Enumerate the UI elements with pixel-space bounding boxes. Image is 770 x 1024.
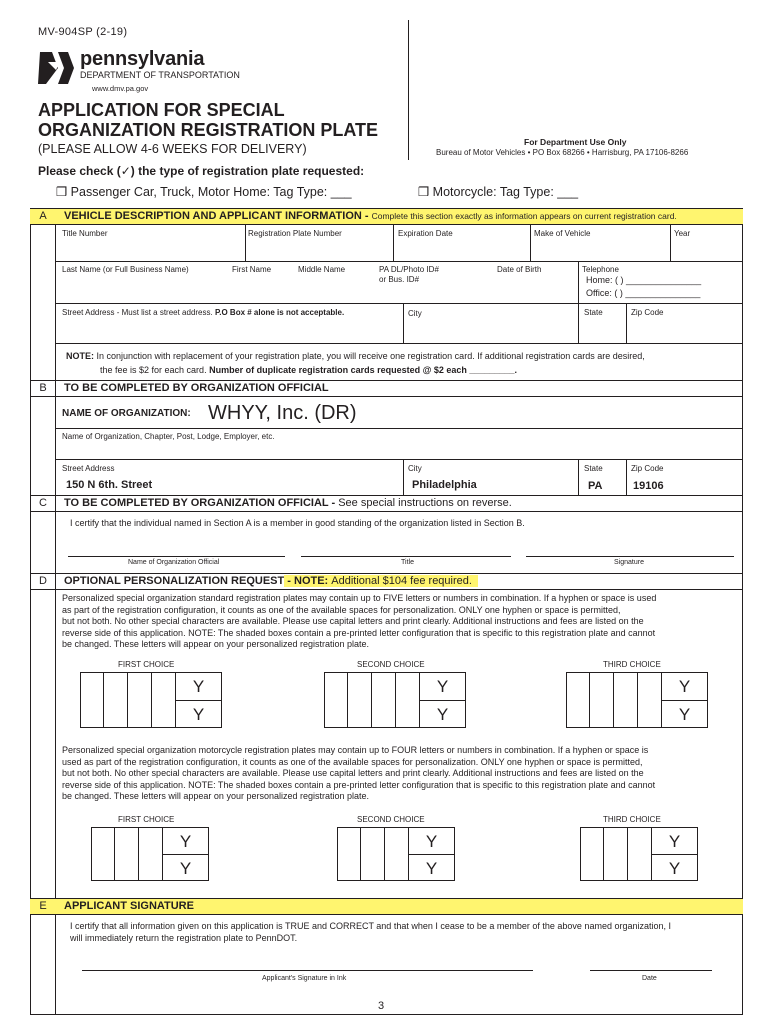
preprinted-letter-box: Y Y — [163, 827, 209, 881]
first-choice-label: FIRST CHOICE — [118, 815, 175, 824]
letter-box[interactable] — [580, 827, 604, 881]
motorcycle-plate-instructions: Personalized special organization motorcycle registration plates may contain up to FOUR letters or numbers in combination. If a hyphen or space is used as part of the registration configuration, it counts as one of the available spaces for personalization. ONLY one hyphen or space is permitted, but not both. No other special characters are available. Please use capital letters and print clearly. Additional instructions and fees are listed on the reverse side of this application. NOTE: The shaded boxes contain a pre-printed letter configuration that is specific to this registration plate and cannot be changed. These letters will appear on your personalized registration plate. — [62, 745, 656, 801]
bus-id-label: or Bus. ID# — [379, 275, 420, 284]
department-use-label: For Department Use Only — [524, 137, 627, 147]
letter-box[interactable] — [372, 672, 396, 728]
organization-name-label: NAME OF ORGANIZATION: — [62, 408, 191, 419]
motorcycle-third-choice-boxes[interactable] — [580, 827, 698, 881]
section-heading: VEHICLE DESCRIPTION AND APPLICANT INFORMATION - Complete this section exactly as information appears on current registration card. — [64, 210, 677, 222]
department-name: DEPARTMENT OF TRANSPORTATION — [80, 70, 240, 80]
letter-box[interactable] — [385, 827, 409, 881]
letter-box[interactable] — [566, 672, 590, 728]
date-line[interactable]: Date — [642, 975, 657, 982]
org-zip-value[interactable]: 19106 — [633, 480, 664, 492]
form-title-line2: ORGANIZATION REGISTRATION PLATE — [38, 120, 378, 140]
section-heading: OPTIONAL PERSONALIZATION REQUEST - NOTE: Additional $104 fee required. — [64, 575, 478, 587]
standard-second-choice-boxes[interactable] — [324, 672, 466, 728]
plate-number-field[interactable]: Registration Plate Number — [248, 229, 342, 238]
letter-box[interactable] — [638, 672, 662, 728]
letter-box[interactable] — [590, 672, 614, 728]
home-phone-field[interactable]: Home: ( ) _______________ — [586, 275, 702, 285]
letter-box[interactable] — [324, 672, 348, 728]
standard-plate-instructions: Personalized special organization standard registration plates may contain up to FIVE letters or numbers in combination. If a hyphen or space is used as part of the registration configuration, it counts as one of the available spaces for personalization. ONLY one hyphen or space is permitted, but not both. No other special characters are available. Please use capital letters and print clearly. Additional instructions and fees are listed on the reverse side of this application. NOTE: The shaded boxes contain a pre-printed letter configuration that is specific to this registration plate and cannot be changed. These letters will appear on your personalized registration plate. — [62, 593, 657, 649]
applicant-signature-line[interactable]: Applicant's Signature in Ink — [262, 975, 347, 982]
preprinted-letter-box: Y Y — [652, 827, 698, 881]
org-street-value[interactable]: 150 N 6th. Street — [66, 479, 153, 491]
date-of-birth-field[interactable]: Date of Birth — [497, 265, 542, 274]
preprinted-letter-box: Y Y — [420, 672, 466, 728]
org-state-label: State — [584, 464, 603, 473]
org-street-label: Street Address — [62, 464, 115, 473]
letter-box[interactable] — [128, 672, 152, 728]
keystone-logo-icon — [38, 48, 76, 88]
org-state-value[interactable]: PA — [588, 480, 603, 492]
org-official-certification: I certify that the individual named in Section A is a member in good standing of the organization listed in Section B. — [70, 518, 525, 528]
section-e-header — [30, 898, 743, 915]
second-choice-label: SECOND CHOICE — [357, 660, 425, 669]
preprinted-letter-box: Y Y — [176, 672, 222, 728]
section-letter: D — [39, 575, 47, 587]
section-heading: TO BE COMPLETED BY ORGANIZATION OFFICIAL - See special instructions on reverse. — [64, 497, 512, 509]
agency-name: pennsylvania — [80, 48, 205, 70]
telephone-label: Telephone — [582, 265, 619, 274]
section-c-header — [30, 495, 743, 512]
section-letter: A — [39, 210, 47, 222]
letter-box[interactable] — [152, 672, 176, 728]
motorcycle-first-choice-boxes[interactable] — [91, 827, 209, 881]
zip-code-field[interactable]: Zip Code — [631, 308, 664, 317]
org-city-value[interactable]: Philadelphia — [412, 479, 477, 491]
state-field[interactable]: State — [584, 308, 603, 317]
street-address-field[interactable]: Street Address - Must list a street address. P.O Box # alone is not acceptable. — [62, 308, 345, 317]
organization-name-value[interactable]: WHYY, Inc. (DR) — [208, 402, 357, 424]
motorcycle-second-choice-boxes[interactable] — [337, 827, 455, 881]
header-divider — [408, 20, 409, 160]
letter-box[interactable] — [628, 827, 652, 881]
plate-type-instruction: Please check (✓) the type of registration plate requested: — [38, 164, 365, 178]
form-title-line1: APPLICATION FOR SPECIAL — [38, 100, 285, 120]
second-choice-label: SECOND CHOICE — [357, 815, 425, 824]
org-zip-label: Zip Code — [631, 464, 664, 473]
letter-box[interactable] — [115, 827, 139, 881]
letter-box[interactable] — [91, 827, 115, 881]
bureau-address: Bureau of Motor Vehicles • PO Box 68266 • Harrisburg, PA 17106-8266 — [436, 148, 689, 157]
section-letter: B — [39, 382, 47, 394]
letter-box[interactable] — [337, 827, 361, 881]
form-number: MV-904SP (2-19) — [38, 26, 128, 38]
org-city-label: City — [408, 464, 422, 473]
middle-name-field[interactable]: Middle Name — [298, 265, 346, 274]
make-of-vehicle-field[interactable]: Make of Vehicle — [534, 229, 591, 238]
section-letter-column — [30, 208, 56, 1015]
official-title-line[interactable]: Title — [401, 559, 414, 566]
section-a-header — [30, 208, 743, 225]
city-field[interactable]: City — [408, 309, 422, 318]
preprinted-letter-box: Y Y — [662, 672, 708, 728]
letter-box[interactable] — [139, 827, 163, 881]
section-b-header — [30, 380, 743, 397]
official-name-line[interactable]: Name of Organization Official — [128, 559, 220, 566]
letter-box[interactable] — [80, 672, 104, 728]
third-choice-label: THIRD CHOICE — [603, 660, 661, 669]
office-phone-field[interactable]: Office: ( ) _______________ — [586, 288, 701, 298]
organization-name-hint: Name of Organization, Chapter, Post, Lodge, Employer, etc. — [62, 432, 275, 441]
standard-first-choice-boxes[interactable] — [80, 672, 222, 728]
passenger-car-checkbox[interactable]: ❒ Passenger Car, Truck, Motor Home: Tag Type: ___ — [56, 185, 352, 199]
first-name-field[interactable]: First Name — [232, 265, 272, 274]
official-signature-line[interactable]: Signature — [614, 559, 644, 566]
title-number-field[interactable]: Title Number — [62, 229, 108, 238]
motorcycle-checkbox[interactable]: ❒ Motorcycle: Tag Type: ___ — [418, 185, 579, 199]
section-d-header — [30, 573, 743, 590]
letter-box[interactable] — [604, 827, 628, 881]
letter-box[interactable] — [104, 672, 128, 728]
expiration-date-field[interactable]: Expiration Date — [398, 229, 453, 238]
first-choice-label: FIRST CHOICE — [118, 660, 175, 669]
section-letter: C — [39, 497, 47, 509]
preprinted-letter-box: Y Y — [409, 827, 455, 881]
section-heading: APPLICANT SIGNATURE — [64, 900, 194, 912]
year-field[interactable]: Year — [674, 229, 691, 238]
duplicate-cards-request[interactable]: the fee is $2 for each card. Number of duplicate registration cards requested @ $2 each _________. — [100, 365, 517, 375]
delivery-note: (PLEASE ALLOW 4-6 WEEKS FOR DELIVERY) — [38, 142, 307, 156]
last-name-field[interactable]: Last Name (or Full Business Name) — [62, 265, 189, 274]
standard-third-choice-boxes[interactable] — [566, 672, 708, 728]
applicant-certification: I certify that all information given on this application is TRUE and CORRECT and that when I cease to be a member of the above named organization, I will immediately return the registration plate to PennDOT. — [70, 921, 671, 943]
letter-box[interactable] — [361, 827, 385, 881]
letter-box[interactable] — [614, 672, 638, 728]
dl-id-field[interactable]: PA DL/Photo ID# — [379, 265, 439, 274]
section-letter: E — [39, 900, 47, 912]
letter-box[interactable] — [348, 672, 372, 728]
duplicate-cards-note: NOTE: In conjunction with replacement of your registration plate, you will receive one registration card. If additional registration cards are desired, — [66, 351, 645, 361]
third-choice-label: THIRD CHOICE — [603, 815, 661, 824]
page-number: 3 — [378, 1000, 385, 1012]
letter-box[interactable] — [396, 672, 420, 728]
section-heading: TO BE COMPLETED BY ORGANIZATION OFFICIAL — [64, 382, 329, 394]
website: www.dmv.pa.gov — [92, 84, 149, 93]
